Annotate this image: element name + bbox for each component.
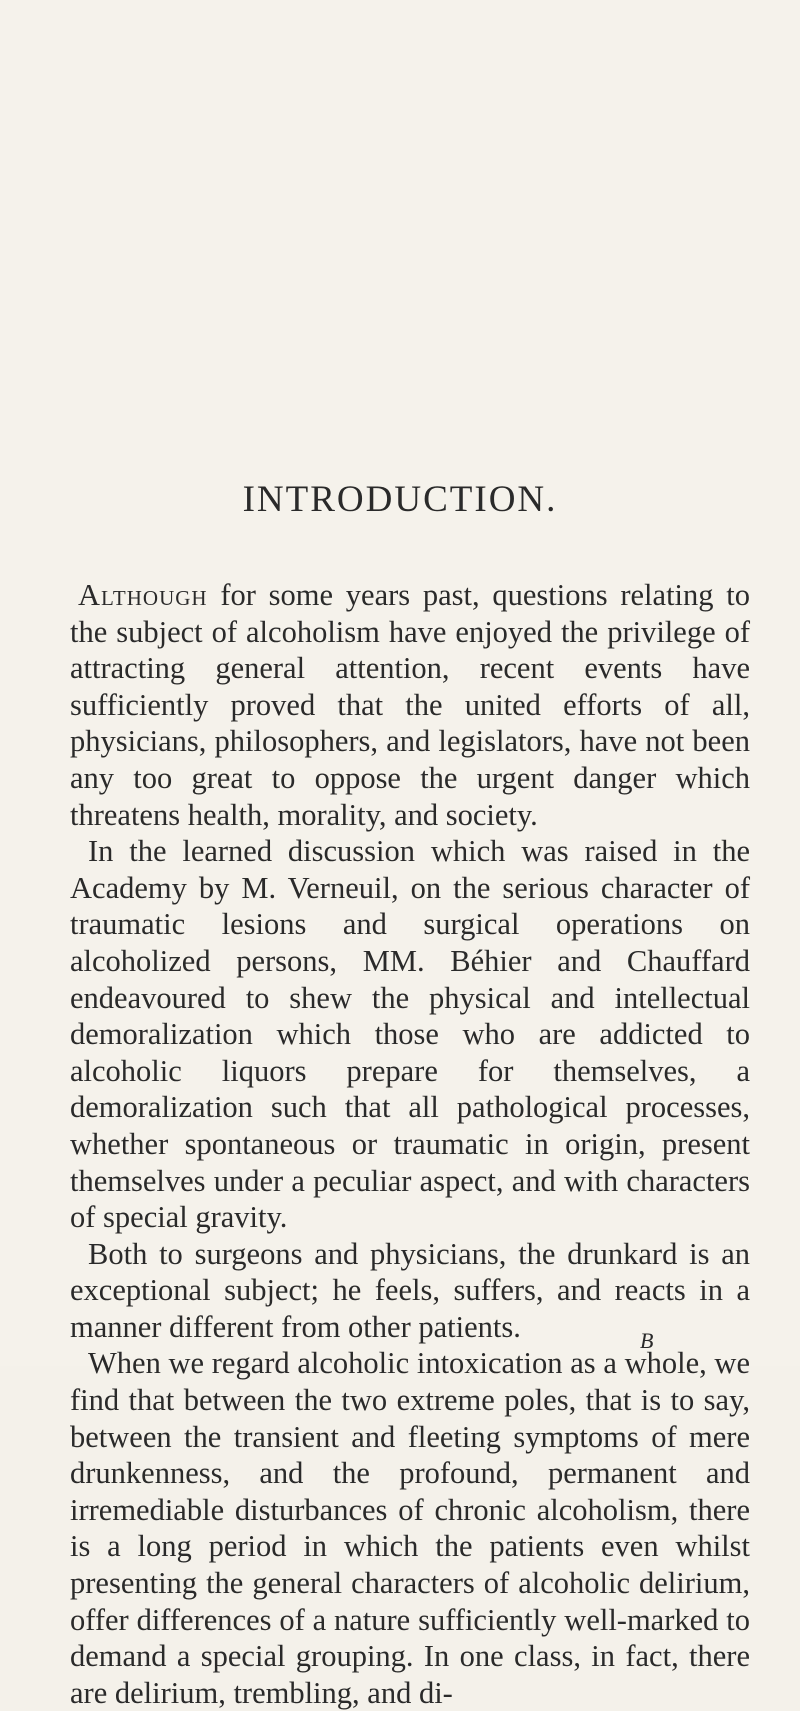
- paragraph-4: When we regard alcoholic intoxication as a whole, we find that between the two extreme poles, that is to say, between the transient and fleeting symptoms of mere drunkenness, and the profound, permanent and irremediable disturbances of chronic alcoholism, there is a long period in which the patients even whilst presenting the general characters of alcoholic delirium, offer differences of a nature sufficiently well-marked to demand a special grouping. In one class, in fact, there are delirium, trembling, and di-: [70, 1346, 750, 1710]
- paragraph-3: Both to surgeons and physicians, the drunkard is an exceptional subject; he feels, suffers, and reacts in a manner different from other patients.: [70, 1236, 750, 1344]
- signature-mark: B: [640, 1328, 654, 1353]
- paragraph-2: In the learned discussion which was raised in the Academy by M. Verneuil, on the serious character of traumatic lesions and surgical operations on alcoholized persons, MM. Béhier and Chauffard endeavoured to shew the physical and intellectual demoralization which those who are addicted to alcoholic liquors prepare for themselves, a demoralization such that all pathological processes, whether spontaneous or traumatic in origin, present themselves under a peculiar aspect, and with characters of special gravity.: [70, 834, 750, 1235]
- body-text: [70, 577, 750, 1711]
- paragraph-lead: Although: [78, 578, 208, 612]
- page-title: INTRODUCTION.: [242, 479, 558, 520]
- paragraph-1: [70, 577, 750, 833]
- paragraph-text: for some years past, questions relating to the subject of alcoholism have enjoyed the privilege of attracting general attention, recent events have sufficiently proved that the united efforts of all, physicians, philosophers, and legislators, have not been any too great to oppose the urgent danger which threatens health, morality, and society.: [70, 578, 750, 832]
